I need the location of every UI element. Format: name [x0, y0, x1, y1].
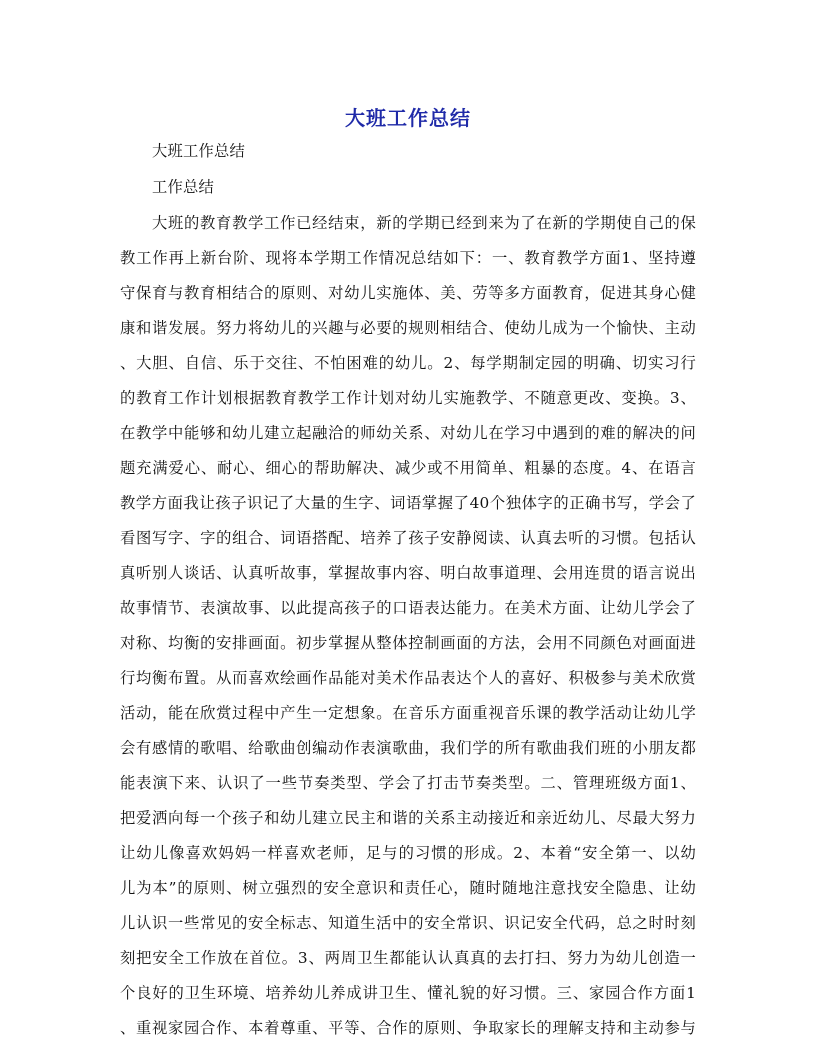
body-line: 看图写字、字的组合、词语搭配、培养了孩子安静阅读、认真去听的习惯。包括认	[120, 529, 696, 547]
body-line: 个良好的卫生环境、培养幼儿养成讲卫生、懂礼貌的好习惯。三、家园合作方面1	[120, 984, 696, 1002]
body-line: 故事情节、表演故事、以此提高孩子的口语表达能力。在美术方面、让幼儿学会了	[120, 599, 696, 617]
subheading-summary: 大班工作总结	[152, 142, 245, 160]
body-line: 题充满爱心、耐心、细心的帮助解决、减少或不用简单、粗暴的态度。4、在语言	[120, 459, 696, 477]
body-line: 对称、均衡的安排画面。初步掌握从整体控制画面的方法，会用不同颜色对画面进	[120, 634, 696, 652]
body-line: 能表演下来、认识了一些节奏类型、学会了打击节奏类型。二、管理班级方面1、	[120, 774, 696, 792]
body-line: 活动，能在欣赏过程中产生一定想象。在音乐方面重视音乐课的教学活动让幼儿学	[120, 704, 696, 722]
body-line: 儿为本”的原则、树立强烈的安全意识和责任心，随时随地注意找安全隐患、让幼	[120, 879, 696, 897]
body-line: 把爱洒向每一个孩子和幼儿建立民主和谐的关系主动接近和亲近幼儿、尽最大努力	[120, 809, 696, 827]
body-line: 教学方面我让孩子识记了大量的生字、词语掌握了40个独体字的正确书写，学会了	[120, 494, 696, 512]
body-line: 真听别人谈话、认真听故事，掌握故事内容、明白故事道理、会用连贯的语言说出	[120, 564, 696, 582]
body-line: 康和谐发展。努力将幼儿的兴趣与必要的规则相结合、使幼儿成为一个愉快、主动	[120, 319, 696, 337]
body-line: 大班的教育教学工作已经结束，新的学期已经到来为了在新的学期使自己的保	[152, 214, 696, 232]
body-line: 会有感情的歌唱、给歌曲创编动作表演歌曲，我们学的所有歌曲我们班的小朋友都	[120, 739, 696, 757]
body-line: 让幼儿像喜欢妈妈一样喜欢老师，足与的习惯的形成。2、本着“安全第一、以幼	[120, 844, 696, 862]
body-line: 在教学中能够和幼儿建立起融洽的师幼关系、对幼儿在学习中遇到的难的解决的问	[120, 424, 696, 442]
body-line: 的教育工作计划根据教育教学工作计划对幼儿实施教学、不随意更改、变换。3、	[120, 389, 696, 407]
body-line: 教工作再上新台阶、现将本学期工作情况总结如下：一、教育教学方面1、坚持遵	[120, 249, 696, 267]
body-line: 儿认识一些常见的安全标志、知道生活中的安全常识、识记安全代码，总之时时刻	[120, 914, 696, 932]
subheading-work-summary: 工作总结	[152, 178, 214, 196]
body-line: 、大胆、自信、乐于交往、不怕困难的幼儿。2、每学期制定园的明确、切实习行	[120, 354, 696, 372]
document-title: 大班工作总结	[345, 106, 471, 130]
body-line: 守保育与教育相结合的原则、对幼儿实施体、美、劳等多方面教育，促进其身心健	[120, 284, 696, 302]
body-line: 刻把安全工作放在首位。3、两周卫生都能认认真真的去打扫、努力为幼儿创造一	[120, 949, 696, 967]
body-line: 、重视家园合作、本着尊重、平等、合作的原则、争取家长的理解支持和主动参与	[120, 1019, 696, 1037]
body-line: 行均衡布置。从而喜欢绘画作品能对美术作品表达个人的喜好、积极参与美术欣赏	[120, 669, 696, 687]
